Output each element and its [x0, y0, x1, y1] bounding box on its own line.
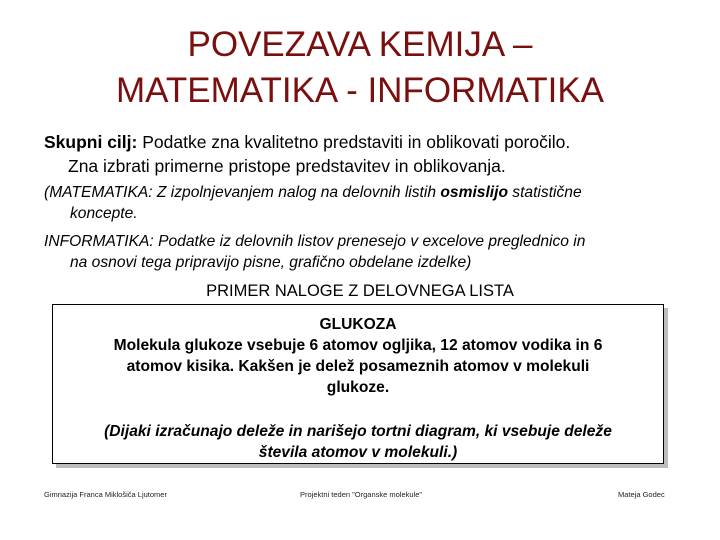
math-note-prefix: (MATEMATIKA: Z izpolnjevanjem nalog na delovnih listih: [44, 184, 441, 201]
example-heading: PRIMER NALOGE Z DELOVNEGA LISTA: [206, 282, 514, 300]
math-note: [44, 182, 690, 224]
math-note-suffix: statistične: [507, 184, 582, 201]
informatics-note: [44, 231, 690, 273]
common-goal: [44, 130, 684, 178]
common-goal-text-2: Zna izbrati primerne pristope predstavitev in oblikovanja.: [68, 156, 506, 176]
slide-title-line-1: POVEZAVA KEMIJA –: [187, 25, 533, 64]
task-line-2: atomov kisika. Kakšen je delež posameznih atomov v molekuli: [126, 358, 590, 375]
common-goal-text-1: Podatke zna kvalitetno predstaviti in oblikovati poročilo.: [137, 132, 571, 152]
informatics-note-line-2: na osnovi tega pripravijo pisne, grafično obdelane izdelke): [70, 254, 472, 271]
math-note-emphasis: osmislijo: [440, 184, 508, 201]
informatics-note-line-1: INFORMATIKA: Podatke iz delovnih listov prenesejo v excelove preglednico in: [44, 233, 586, 250]
task-note: [53, 421, 663, 463]
slide-title-line-2: MATEMATIKA - INFORMATIKA: [115, 71, 605, 110]
task-line-1: Molekula glukoze vsebuje 6 atomov ogljika, 12 atomov vodika in 6: [113, 337, 603, 354]
slide-title: [20, 22, 700, 114]
footer-project: Projektni teden "Organske molekule": [300, 490, 423, 499]
footer-school: Gimnazija Franca Miklošiča Ljutomer: [44, 490, 167, 499]
task-note-line-1: (Dijaki izračunajo deleže in narišejo tortni diagram, ki vsebuje deleže: [104, 423, 612, 440]
common-goal-label: Skupni cilj:: [44, 132, 138, 152]
task-note-line-2: števila atomov v molekuli.): [258, 444, 458, 461]
task-box: [52, 304, 664, 464]
task-line-3: glukoze.: [326, 379, 390, 396]
task-heading: GLUKOZA: [319, 316, 397, 333]
footer-author: Mateja Godec: [618, 490, 665, 499]
task-text: [53, 314, 663, 398]
math-note-line-2: koncepte.: [70, 205, 138, 222]
